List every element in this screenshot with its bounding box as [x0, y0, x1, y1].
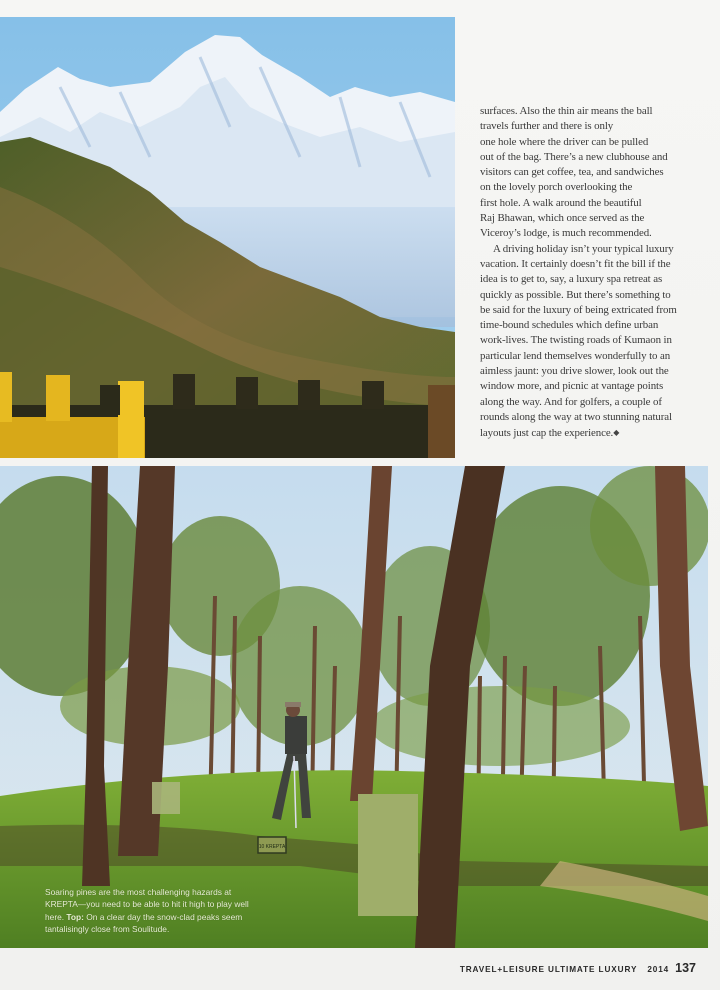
text-line: one hole where the driver can be pulled [480, 135, 649, 148]
text-line: travels further and there is only [480, 120, 614, 133]
end-of-article-icon: ◆ [613, 428, 620, 438]
caption-text-top: On a clear day the snow-clad peaks seem tantalisingly close from Soulitude. [45, 911, 243, 934]
text-line: aimless jaunt: you drive slower, look out the [480, 365, 669, 378]
issue-year: 2014 [647, 965, 670, 974]
text-line: be said for the luxury of being extricated from [480, 303, 677, 316]
himalaya-photo [0, 17, 455, 458]
text-line: vacation. It certainly doesn’t fit the bill if the [480, 257, 671, 270]
pine-forest-illustration [0, 466, 708, 948]
text-line: work-lives. The twisting roads of Kumaon in [480, 334, 672, 347]
page-number: 137 [675, 961, 696, 975]
himalaya-illustration [0, 17, 455, 458]
text-line [480, 425, 690, 441]
pine-forest-golf-photo [0, 466, 708, 948]
text-line-content: layouts just cap the experience. [480, 427, 614, 440]
text-line: on the lovely porch overlooking the [480, 181, 633, 194]
publication-name: TRAVEL+LEISURE ULTIMATE LUXURY [459, 965, 638, 974]
text-line: rounds along the way at two stunning natural [480, 410, 672, 423]
text-line: first hole. A walk around the beautiful [480, 196, 642, 209]
article-body [480, 104, 690, 442]
text-line: particular lend themselves wonderfully to an [480, 349, 671, 362]
text-line: A driving holiday isn’t your typical luxury [493, 242, 674, 255]
text-line: visitors can get coffee, tea, and sandwiches [480, 166, 664, 179]
text-line: quickly as possible. But there’s something to [480, 288, 671, 301]
text-line: time-bound schedules which define urban [480, 319, 659, 332]
text-line: window more, and picnic at vantage points [480, 380, 664, 393]
text-line: along the way. And for golfers, a couple of [480, 395, 662, 408]
text-line: Viceroy’s lodge, is much recommended. [480, 227, 652, 240]
tee-sign-text: 10 KREPTA [258, 844, 286, 850]
text-line: idea is to get to, say, a luxury spa retreat as [480, 273, 663, 286]
caption-label-top: Top: [66, 911, 84, 922]
caption-text: Soaring pines are the most challenging hazards at KREPTA—you need to be able to hit it high to play well here. [45, 887, 249, 922]
article-paragraph-1 [480, 104, 690, 242]
photo-caption [45, 886, 250, 935]
page-folio [460, 961, 696, 975]
text-line: Raj Bhawan, which once served as the [480, 212, 645, 225]
text-line: out of the bag. There’s a new clubhouse and [480, 150, 668, 163]
article-paragraph-2 [480, 242, 690, 442]
text-line: surfaces. Also the thin air means the ball [480, 105, 653, 117]
